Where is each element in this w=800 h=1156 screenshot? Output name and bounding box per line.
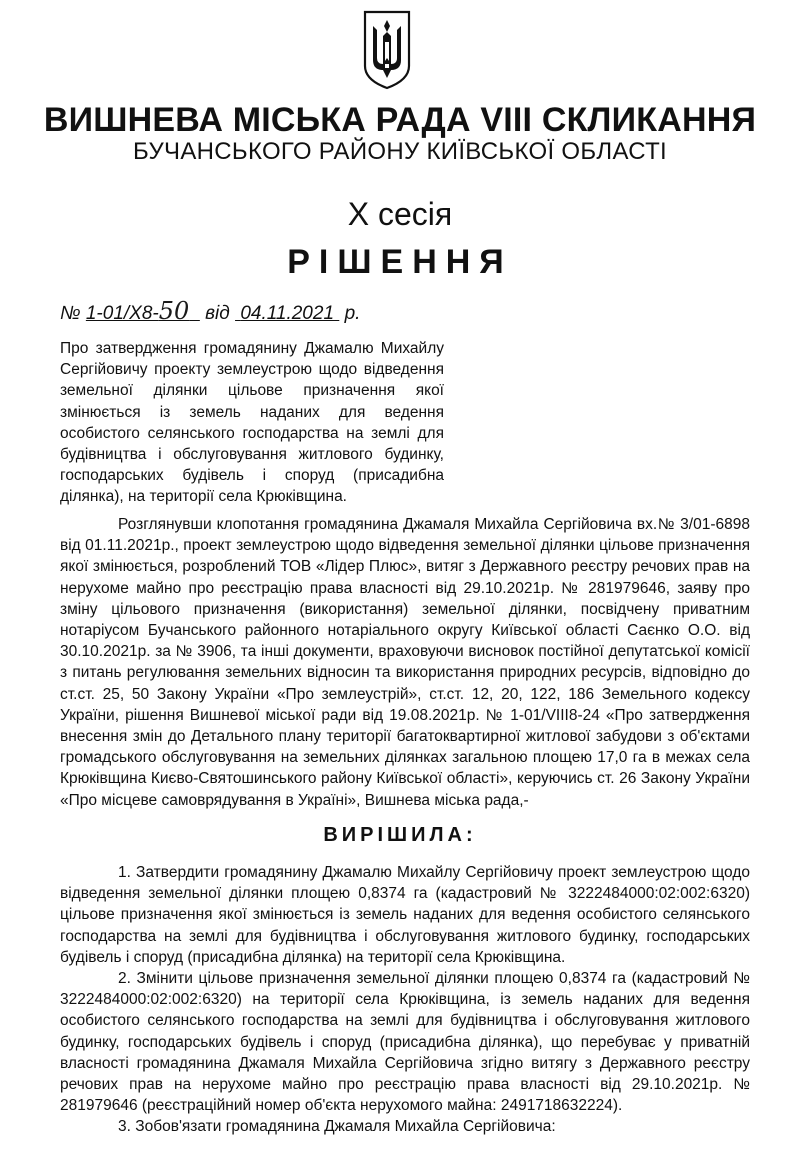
decision-subject: Про затвердження громадянину Джамалю Михайлу Сергійовичу проекту землеустрою щодо відведення земельної ділянки цільове призначення якої змінюється із земель наданих для ведення особистого селянського господарства на землі для будівництва і обслуговування житлового будинку, господарських будівель і споруд (присадибна ділянка), на території села Крюківщина.: [60, 340, 444, 506]
document-type-title: РІШЕННЯ: [287, 243, 513, 281]
resolution-item-1: 1. Затвердити громадянину Джамалю Михайлу Сергійовичу проект землеустрою щодо відведення земельної ділянки площею 0,8374 га (кадастровий № 3222484000:02:002:6320) цільове призначення якої змінюється із земель наданих для ведення особистого селянського господарства на землі для будівництва і обслуговування житлового будинку, господарських будівель і споруд (присадибна ділянка) на території села Крюківщина.: [60, 864, 750, 966]
number-label: №: [60, 303, 81, 324]
council-title: ВИШНЕВА МІСЬКА РАДА VIII СКЛИКАННЯ: [43, 101, 757, 139]
resolution-items: [60, 862, 750, 1138]
resolved-heading: ВИРІШИЛА:: [323, 824, 477, 846]
decision-number: [85, 297, 200, 325]
decision-date: [235, 303, 339, 324]
resolution-item-3: 3. Зобов'язати громадянина Джамаля Михайла Сергійовича:: [118, 1118, 556, 1136]
decision-number-line: [60, 298, 360, 327]
session-title: Х сесія: [347, 196, 453, 232]
decision-number-handwritten: 50: [158, 297, 190, 325]
decision-date-value: 04.11.2021: [240, 303, 335, 324]
date-label: від: [205, 303, 230, 324]
district-subtitle: БУЧАНСЬКОГО РАЙОНУ КИЇВСЬКОЇ ОБЛАСТІ: [132, 138, 668, 165]
coat-of-arms-trident-icon: [361, 8, 413, 92]
year-suffix: р.: [344, 303, 361, 324]
resolution-item-2: 2. Змінити цільове призначення земельної ділянки площею 0,8374 га (кадастровий № 3222484000:02:002:6320) на території села Крюківщина, із земель наданих для ведення особистого селянського господарства на землі для будівництва і обслуговування житлового будинку, господарських будівель і споруд (присадибна ділянка), що перебуває у приватній власності громадянина Джамаля Михайла Сергійовича згідно витягу з Державного реєстру речових прав на нерухоме майно про реєстрацію права власності від 29.10.2021р. № 281979646 (реєстраційний номер об'єкта нерухомого майна: 2491718632224).: [60, 970, 750, 1115]
decision-number-printed: 1-01/Х8-: [85, 303, 159, 324]
preamble-paragraph: Розглянувши клопотання громадянина Джамаля Михайла Сергійовича вх.№ 3/01-6898 від 01.11.2021р., проект землеустрою щодо відведення земельної ділянки цільове призначення якої змінюється, розроблений ТОВ «Лідер Плюс», витяг з Державного реєстру речових прав на нерухоме майно про реєстрацію права власності від 29.10.2021р. № 281979646, заяву про зміну цільового призначення (використання) земельної ділянки, посвідчену приватним нотаріусом Бучанського районного нотаріального округу Київської області Саєнко О.О. від 30.10.2021р. за № 3906, та інші документи, враховуючи висновок постійної депутатської комісії з питань регулювання земельних відносин та використання природних ресурсів, відповідно до ст.ст. 25, 50 Закону України «Про землеустрій», ст.ст. 12, 20, 122, 186 Земельного кодексу України, рішення Вишневої міської ради від 19.08.2021р. № 1-01/VIII8-24 «Про затвердження внесення змін до Детального плану території багатоквартирної житлової забудови з об'єктами громадського обслуговування на земельних ділянках загальною площею 17,0 га в межах села Крюківщина Києво-Святошинського району Київської області», керуючись ст. 26 Закону України «Про місцеве самоврядування в Україні», Вишнева міська рада,-: [60, 516, 750, 809]
